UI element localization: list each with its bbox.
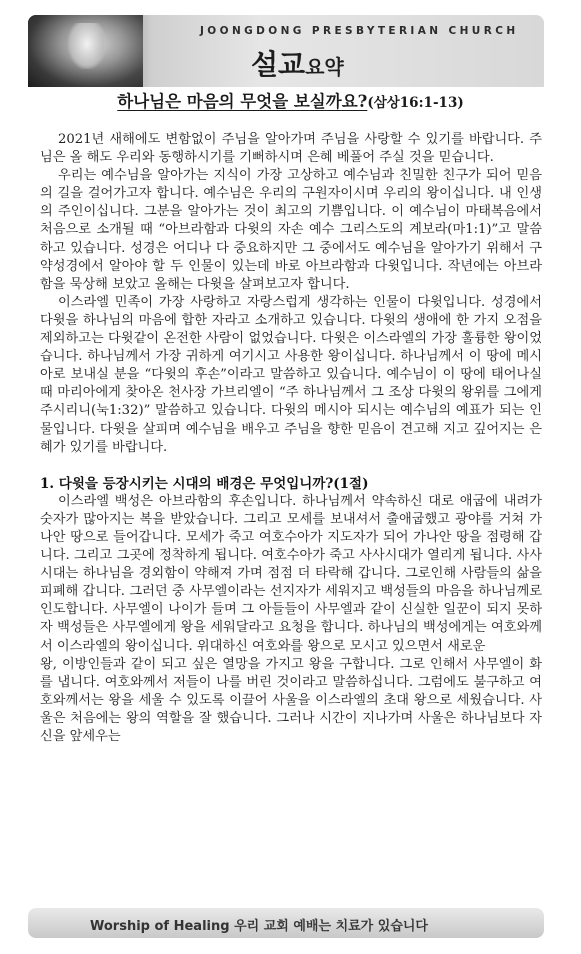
paragraph-2: 우리는 예수님을 알아가는 지식이 가장 고상하고 예수님과 친밀한 친구가 되어 믿음의 길을 걸어가고자 합니다. 예수님은 우리의 구원자이시며 우리의 왕이십니다. 내 인생의 주인이십니다. 그분을 알아가는 것이 최고의 기쁨입니다. 이 예수님이 마태복음에서 처음으로 소개될 때 “아브라함과 다윗의 자손 예수 그리스도의 계보라(마1:1)”고 말씀하고 있습니다. 성경은 어디나 다 중요하지만 그 중에서도 예수님을 알아가기 위해서 구약성경에서 알아야 할 두 인물이 있는데 바로 아브라함과 다윗입니다. 작년에는 아브라함을 묵상해 보았고 올해는 다윗을 살펴보고자 합니다. <box>40 168 542 292</box>
section-heading-1: 1. 다윗을 등장시키는 시대의 배경은 무엇입니까?(1절) <box>40 475 369 492</box>
section-title-sub: 요약 <box>305 55 344 79</box>
spacer <box>40 457 542 475</box>
paragraph-3: 이스라엘 민족이 가장 사랑하고 자랑스럽게 생각하는 인물이 다윗입니다. 성경에서 다윗을 하나님의 마음에 합한 자라고 소개하고 있습니다. 다윗의 생애에 한 가지 오점을 제외하고는 다윗같이 온전한 사람이 없었습니다. 다윗은 이스라엘의 가장 훌륭한 왕이었습니다. 하나님께서 가장 귀하게 여기시고 사용한 왕이십니다. 하나님께서 이 땅에 메시아로 보내실 분을 “다윗의 후손”이라고 말씀하고 있습니다. 예수님이 이 땅에 태어나실 때 마리아에게 찾아온 천사장 가브리엘이 “주 하나님께서 그 조상 다윗의 왕위를 그에게 주시리니(눅1:32)” 말씀하고 있습니다. 다윗의 메시아 되시는 예수님의 예표가 되는 인물입니다. 다윗을 살피며 예수님을 배우고 주님을 향한 믿음이 견고해 지고 깊어지는 은혜가 있기를 바랍니다. <box>40 294 542 455</box>
sermon-body <box>40 131 542 746</box>
footer-banner <box>28 908 544 938</box>
header-banner <box>28 15 544 87</box>
church-name: JOONGDONG PRESBYTERIAN CHURCH <box>200 25 519 37</box>
paragraph-1: 2021년 새해에도 변함없이 주님을 알아가며 주님을 사랑할 수 있기를 바랍니다. 주님은 올 해도 우리와 동행하시기를 기뻐하시며 은혜 베풀어 주실 것을 믿습니다. <box>40 132 542 166</box>
paragraph-5: 왕, 이방인들과 같이 되고 싶은 열망을 가지고 왕을 구합니다. 그로 인해서 사무엘이 화를 냅니다. 여호와께서 저들이 나를 버린 것이라고 말씀하십니다. 그럼에도 불구하고 여호와께서는 왕을 세울 수 있도록 이끌어 사울을 이스라엘의 초대 왕으로 세웠습니다. 사울은 처음에는 왕의 역할을 잘 했습니다. 그러나 시간이 지나가며 사울은 하나님보다 자신을 앞세우는 <box>40 656 542 744</box>
section-title-main: 설교 <box>251 48 306 81</box>
section-title <box>251 43 344 83</box>
sermon-title-text: 하나님은 마음의 무엇을 보실까요? <box>117 92 368 111</box>
footer-slogan: Worship of Healing 우리 교회 예배는 치료가 있습니다 <box>90 919 428 934</box>
scripture-reference: (삼상16:1-13) <box>367 95 464 111</box>
photo-highlight <box>68 23 106 69</box>
paragraph-4: 이스라엘 백성은 아브라함의 후손입니다. 하나님께서 약속하신 대로 애굽에 내려가 숫자가 많아지는 복을 받았습니다. 그리고 모세를 보내셔서 출애굽했고 광야를 거쳐 가나안 땅으로 들어갑니다. 모세가 죽고 여호수아가 지도자가 되어 가나안 땅을 점령해 갑니다. 그리고 그곳에 정착하게 됩니다. 여호수아가 죽고 사사시대가 열리게 됩니다. 사사시대는 하나님을 경외함이 약해져 가며 점점 더 타락해 갑니다. 그로인해 사람들의 삶을 피폐해 갑니다. 그러던 중 사무엘이라는 선지자가 세워지고 백성들의 마음을 하나님께로 인도합니다. 사무엘이 나이가 들며 그 아들들이 사무엘과 같이 신실한 일꾼이 되지 못하자 백성들은 사무엘에게 왕을 세워달라고 요청을 합니다. 하나님의 백성에게는 여호와께서 이스라엘의 왕이십니다. 위대하신 여호와를 왕으로 모시고 있으면서 새로운 <box>40 493 542 654</box>
sermon-title <box>0 88 581 112</box>
